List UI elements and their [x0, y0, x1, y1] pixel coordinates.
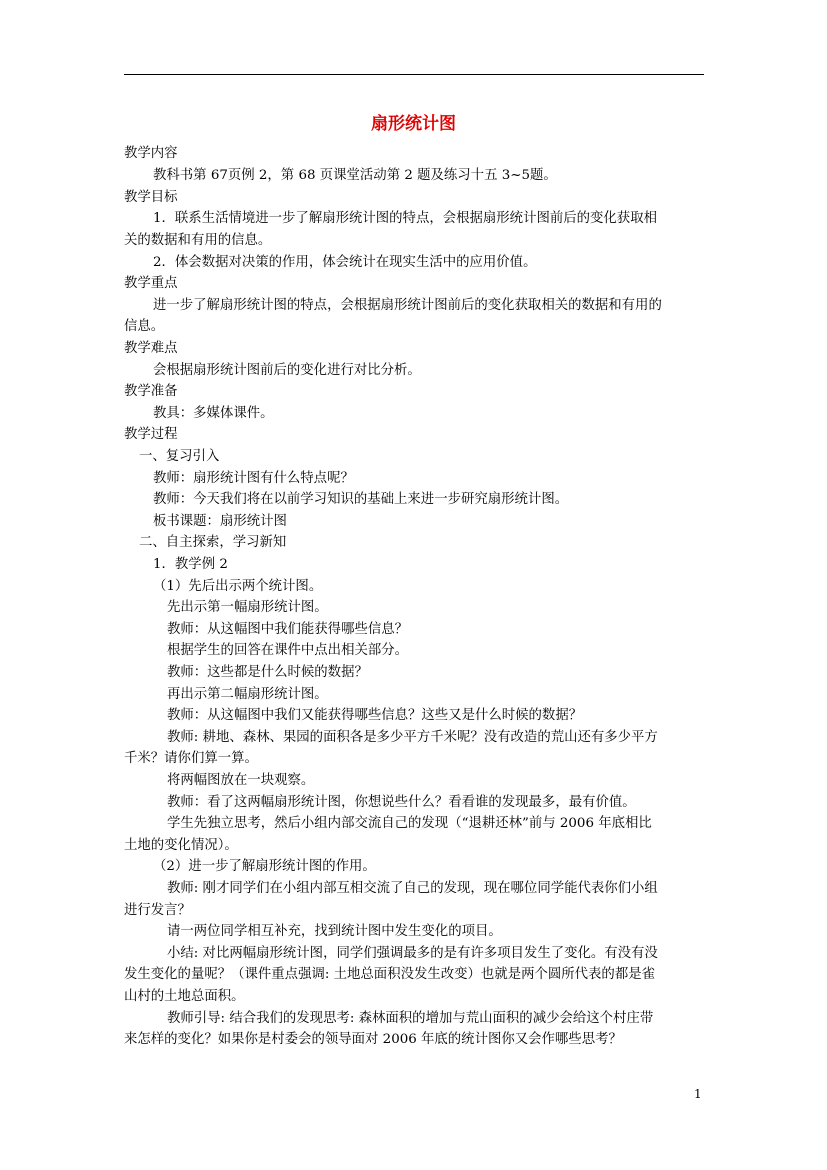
text-line: 教师：从这幅图中我们能获得哪些信息？	[167, 622, 409, 637]
text-line: 教学准备	[124, 384, 178, 399]
text-line: 根据学生的回答在课件中点出相关部分。	[167, 643, 409, 658]
text-line: 2．体会数据对决策的作用，体会统计在现实生活中的应用价值。	[153, 255, 537, 270]
text-line: 进一步了解扇形统计图的特点，会根据扇形统计图前后的变化获取相关的数据和有用的	[153, 298, 662, 313]
text-line: 先出示第一幅扇形统计图。	[167, 600, 328, 615]
text-line: 二、自主探索，学习新知	[139, 535, 287, 550]
text-line: 教科书第 67页例 2，第 68 页课堂活动第 2 题及练习十五 3~5题。	[153, 168, 557, 183]
header-rule	[124, 74, 704, 75]
text-line: 板书课题：扇形统计图	[153, 514, 287, 529]
text-line: 1．教学例 2	[153, 557, 228, 572]
text-line: 教师：从这幅图中我们又能获得哪些信息？这些又是什么时候的数据？	[167, 708, 583, 723]
text-line: 将两幅图放在一块观察。	[167, 773, 315, 788]
text-line: 教学目标	[124, 190, 178, 205]
text-line: 来怎样的变化？如果你是村委会的领导面对 2006 年底的统计图你又会作哪些思考？	[124, 1032, 622, 1047]
page-number: 1	[694, 1087, 702, 1101]
text-line: 再出示第二幅扇形统计图。	[167, 687, 328, 702]
text-line: 关的数据和有用的信息。	[124, 233, 272, 248]
text-line: 教师: 刚才同学们在小组内部互相交流了自己的发现，现在哪位同学能代表你们小组	[167, 881, 658, 896]
text-line: 进行发言？	[124, 903, 191, 918]
text-line: 土地的变化情况）。	[124, 838, 238, 853]
text-line: 千米？请你们算一算。	[124, 751, 258, 766]
text-line: 学生先独立思考，然后小组内部交流自己的发现（“退耕还林”前与 2006 年底相比	[167, 816, 652, 831]
text-line: 教师：看了这两幅扇形统计图，你想说些什么？看看谁的发现最多，最有价值。	[167, 795, 636, 810]
text-line: 会根据扇形统计图前后的变化进行对比分析。	[153, 363, 421, 378]
text-line: （2）进一步了解扇形统计图的作用。	[153, 859, 376, 874]
text-line: 1．联系生活情境进一步了解扇形统计图的特点，会根据扇形统计图前后的变化获取相	[153, 211, 657, 226]
text-line: 教师：这些都是什么时候的数据？	[167, 665, 368, 680]
text-line: 教师: 耕地、森林、果园的面积各是多少平方千米呢？没有改造的荒山还有多少平方	[167, 730, 658, 745]
text-line: （1）先后出示两个统计图。	[153, 579, 323, 594]
text-line: 教学重点	[124, 276, 178, 291]
text-line: 信息。	[124, 319, 165, 334]
text-line: 教学过程	[124, 427, 178, 442]
text-line: 发生变化的量呢？（课件重点强调: 土地总面积没发生改变）也就是两个圆所代表的都是雀	[124, 967, 655, 982]
document-title: 扇形统计图	[371, 114, 456, 134]
text-line: 一、复习引入	[139, 449, 220, 464]
text-line: 教师：今天我们将在以前学习知识的基础上来进一步研究扇形统计图。	[153, 492, 569, 507]
text-line: 教师：扇形统计图有什么特点呢？	[153, 471, 354, 486]
text-line: 小结: 对比两幅扇形统计图，同学们强调最多的是有许多项目发生了变化。有没有没	[167, 946, 658, 961]
text-line: 请一两位同学相互补充，找到统计图中发生变化的项目。	[167, 924, 502, 939]
text-line: 山村的土地总面积。	[124, 989, 245, 1004]
text-line: 教学难点	[124, 341, 178, 356]
text-line: 教学内容	[124, 146, 178, 161]
text-line: 教师引导: 结合我们的发现思考: 森林面积的增加与荒山面积的减少会给这个村庄带	[167, 1011, 654, 1026]
text-line: 教具：多媒体课件。	[153, 406, 274, 421]
